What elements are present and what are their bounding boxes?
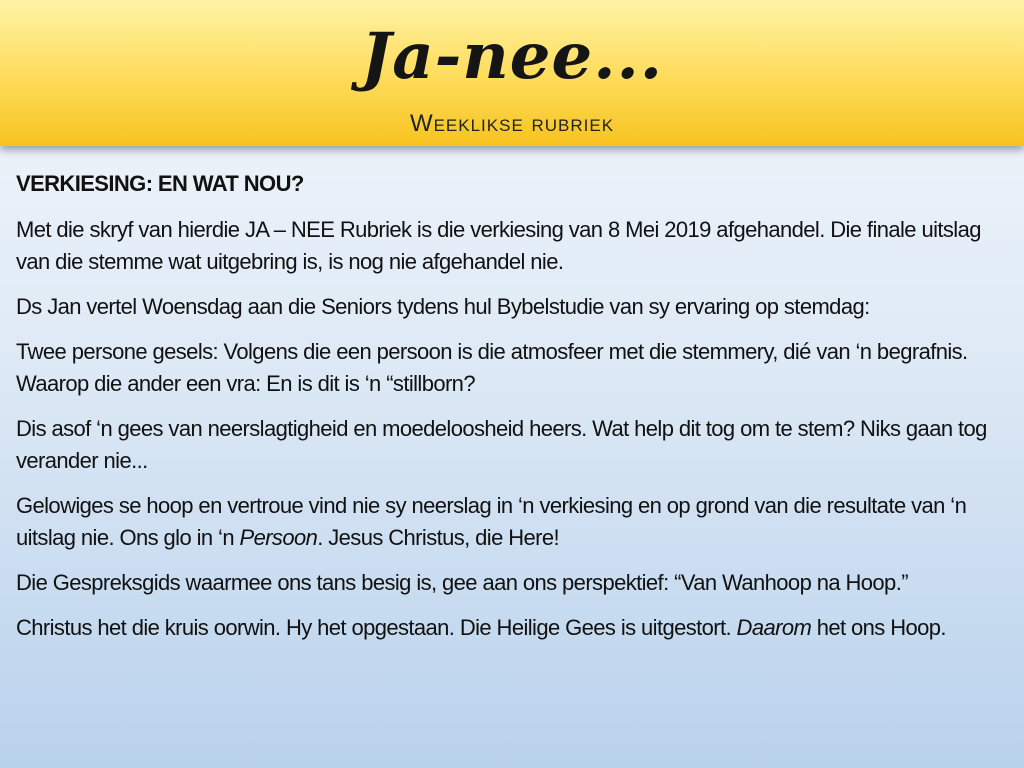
- paragraph-5: [16, 490, 1016, 554]
- paragraph-5-text-b: . Jesus Christus, die Here!: [317, 525, 560, 550]
- article-body: [16, 168, 1016, 657]
- paragraph-4: Dis asof ‘n gees van neerslagtigheid en moedeloosheid heers. Wat help dit tog om te stem? Niks gaan tog verander nie...: [16, 416, 987, 473]
- paragraph-7-text-a: Christus het die kruis oorwin. Hy het opgestaan. Die Heilige Gees is uitgestort.: [16, 615, 737, 640]
- article-heading: VERKIESING: EN WAT NOU?: [16, 171, 304, 196]
- page-title: Ja-nee...: [360, 19, 664, 94]
- paragraph-6: Die Gespreksgids waarmee ons tans besig is, gee aan ons perspektief: “Van Wanhoop na Hoop.”: [16, 570, 908, 595]
- header-banner: [0, 0, 1024, 146]
- paragraph-1: Met die skryf van hierdie JA – NEE Rubriek is die verkiesing van 8 Mei 2019 afgehandel. Die finale uitslag van die stemme wat uitgebring is, is nog nie afgehandel nie.: [16, 217, 981, 274]
- paragraph-7-text-b: het ons Hoop.: [811, 615, 946, 640]
- paragraph-3: Twee persone gesels: Volgens die een persoon is die atmosfeer met die stemmery, dié van ‘n begrafnis. Waarop die ander een vra: En is dit is ‘n “stillborn?: [16, 339, 968, 396]
- paragraph-2: Ds Jan vertel Woensdag aan die Seniors tydens hul Bybelstudie van sy ervaring op stemdag:: [16, 294, 870, 319]
- paragraph-7-emphasis: Daarom: [736, 615, 812, 640]
- paragraph-5-emphasis: Persoon: [239, 525, 318, 550]
- paragraph-7: [16, 612, 1016, 644]
- paragraph-5-text-a: Gelowiges se hoop en vertroue vind nie sy neerslag in ‘n verkiesing en op grond van die resultate van ‘n uitslag nie. Ons glo in ‘n: [16, 493, 967, 550]
- page-subtitle: Weeklikse rubriek: [409, 110, 615, 137]
